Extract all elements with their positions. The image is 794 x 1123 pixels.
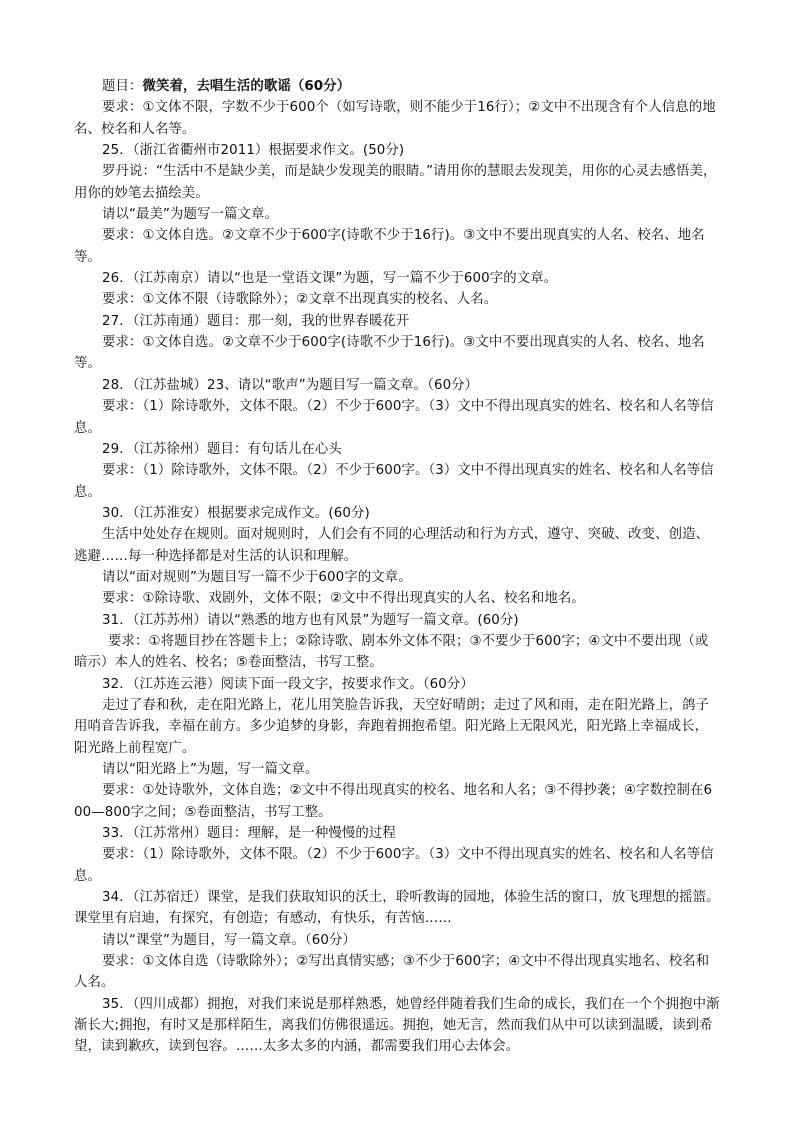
paragraph [74, 503, 720, 524]
paragraph-text: 30．（江苏淮安）根据要求完成作文。(60分) [102, 505, 370, 521]
paragraph [74, 161, 720, 204]
paragraph-text: 要求：（1）除诗歌外，文体不限。（2）不少于600字。（3）文中不得出现真实的姓名、校名和人名等信息。 [74, 847, 714, 884]
paragraph-text: 生活中处处存在规则。面对规则时，人们会有不同的心理活动和行为方式，遵守、突破、改变、创造、逃避……每一种选择都是对生活的认识和理解。 [74, 527, 710, 564]
paragraph-text: 要求：①文体自选（诗歌除外）；②写出真情实感；③不少于600字；④文中不得出现真实地名、校名和人名。 [74, 954, 710, 991]
paragraph-text: 要求：（1）除诗歌外，文体不限。（2）不少于600字。（3）文中不得出现真实的姓名、校名和人名等信息。 [74, 463, 714, 500]
paragraph [74, 460, 720, 503]
paragraph [74, 951, 720, 994]
paragraph-text: 35．（四川成都）拥抱，对我们来说是那样熟悉，她曾经伴随着我们生命的成长，我们在一个个拥抱中渐渐长大;拥抱，有时又是那样陌生，离我们仿佛很遥远。拥抱，她无言，然而我们从中可以读到温暖，读到希望，读到歉疚，读到包容。……太多太多的内涵，都需要我们用心去体会。 [74, 996, 720, 1055]
paragraph [74, 204, 720, 225]
paragraph [74, 588, 720, 609]
paragraph-text: 28．（江苏盐城）23、请以“歌声”为题目写一篇文章。（60分） [102, 377, 479, 393]
paragraph [74, 759, 720, 780]
paragraph-text: 26．（江苏南京）请以“也是一堂语文课”为题，写一篇不少于600字的文章。 [102, 271, 558, 287]
paragraph-text: 31．（江苏苏州）请以“熟悉的地方也有风景”为题写一篇文章。(60分) [102, 612, 519, 628]
paragraph [74, 674, 720, 695]
paragraph [74, 311, 720, 332]
paragraph [74, 396, 720, 439]
paragraph-text: 要求：①文体自选。②文章不少于600字(诗歌不少于16行)。③文中不要出现真实的人名、校名、地名等。 [74, 228, 705, 265]
paragraph-text: 罗丹说：“生活中不是缺少美，而是缺少发现美的眼睛。”请用你的慧眼去发现美，用你的心灵去感悟美，用你的妙笔去描绘美。 [74, 164, 717, 201]
paragraph [74, 375, 720, 396]
paragraph-text: 25．（浙江省衢州市2011）根据要求作文。(50分) [102, 143, 405, 159]
paragraph-text: 走过了春和秋，走在阳光路上，花儿用笑脸告诉我，天空好晴朗；走过了风和雨，走在阳光路上，鸽子用哨音告诉我，幸福在前方。多少追梦的身影，奔跑着拥抱希望。阳光路上无限风光，阳光路上幸福成长，阳光路上前程宽广。 [74, 697, 710, 756]
paragraph-text: 要求：（1）除诗歌外，文体不限。（2）不少于600字。（3）文中不得出现真实的姓名、校名和人名等信息。 [74, 399, 714, 436]
paragraph [74, 695, 720, 759]
title-bold-text: 微笑着，去唱生活的歌谣（60分） [142, 79, 351, 94]
paragraph [74, 844, 720, 887]
paragraph [74, 524, 720, 567]
paragraph-text: 请以“课堂”为题目，写一篇文章。（60分） [102, 932, 356, 948]
paragraph [74, 780, 720, 823]
paragraph-text: 请以“最美”为题写一篇文章。 [102, 207, 278, 223]
paragraph [74, 225, 720, 268]
paragraph-text: 要求：①除诗歌、戏剧外，文体不限；②文中不得出现真实的人名、校名和地名。 [102, 591, 585, 607]
paragraph [74, 567, 720, 588]
paragraph-text: 34．（江苏宿迁）课堂，是我们获取知识的沃土，聆听教诲的园地，体验生活的窗口，放飞理想的摇篮。课堂里有启迪，有探究，有创造；有感动，有快乐，有苦恼…… [74, 890, 720, 927]
paragraph [74, 289, 720, 310]
paragraph-text: 要求：①文体不限（诗歌除外）；②文章不出现真实的校名、人名。 [102, 292, 498, 308]
paragraph [74, 97, 720, 140]
paragraph-text: 27．（江苏南通）题目：那一刻，我的世界春暖花开 [102, 313, 410, 329]
paragraph-text: 要求：①文体自选。②文章不少于600字(诗歌不少于16行)。③文中不要出现真实的人名、校名、地名等。 [74, 335, 705, 372]
paragraph-text: 33．（江苏常州）题目：理解，是一种慢慢的过程 [102, 826, 396, 842]
paragraph [74, 887, 720, 930]
paragraph [74, 930, 720, 951]
paragraph [74, 439, 720, 460]
paragraph-text: 29．（江苏徐州）题目：有句话儿在心头 [102, 441, 342, 457]
paragraph [74, 823, 720, 844]
paragraph-text: 要求：①将题目抄在答题卡上；②除诗歌、剧本外文体不限；③不要少于600字；④文中不要出现（或暗示）本人的姓名、校名；⑤卷面整洁，书写工整。 [74, 633, 709, 671]
paragraph [74, 610, 720, 631]
paragraph-text: 题目： [102, 79, 143, 94]
paragraph [74, 140, 720, 161]
paragraph-text: 32．（江苏连云港）阅读下面一段文字，按要求作文。（60分） [102, 676, 474, 692]
paragraph-text: 要求：①处诗歌外，文体自选；②文中不得出现真实的校名、地名和人名；③不得抄袭；④字数控制在600—800字之间；⑤卷面整洁，书写工整。 [74, 783, 713, 820]
paragraph [74, 332, 720, 375]
paragraph [74, 268, 720, 289]
paragraph [74, 994, 720, 1058]
paragraph-text: 要求：①文体不限，字数不少于600个（如写诗歌，则不能少于16行）；②文中不出现含有个人信息的地名、校名和人名等。 [74, 100, 716, 137]
paragraph-text: 请以“面对规则”为题目写一篇不少于600字的文章。 [102, 569, 412, 585]
paragraph-text: 请以“阳光路上”为题，写一篇文章。 [102, 762, 319, 777]
paragraph [74, 631, 720, 674]
paragraph [74, 76, 720, 97]
